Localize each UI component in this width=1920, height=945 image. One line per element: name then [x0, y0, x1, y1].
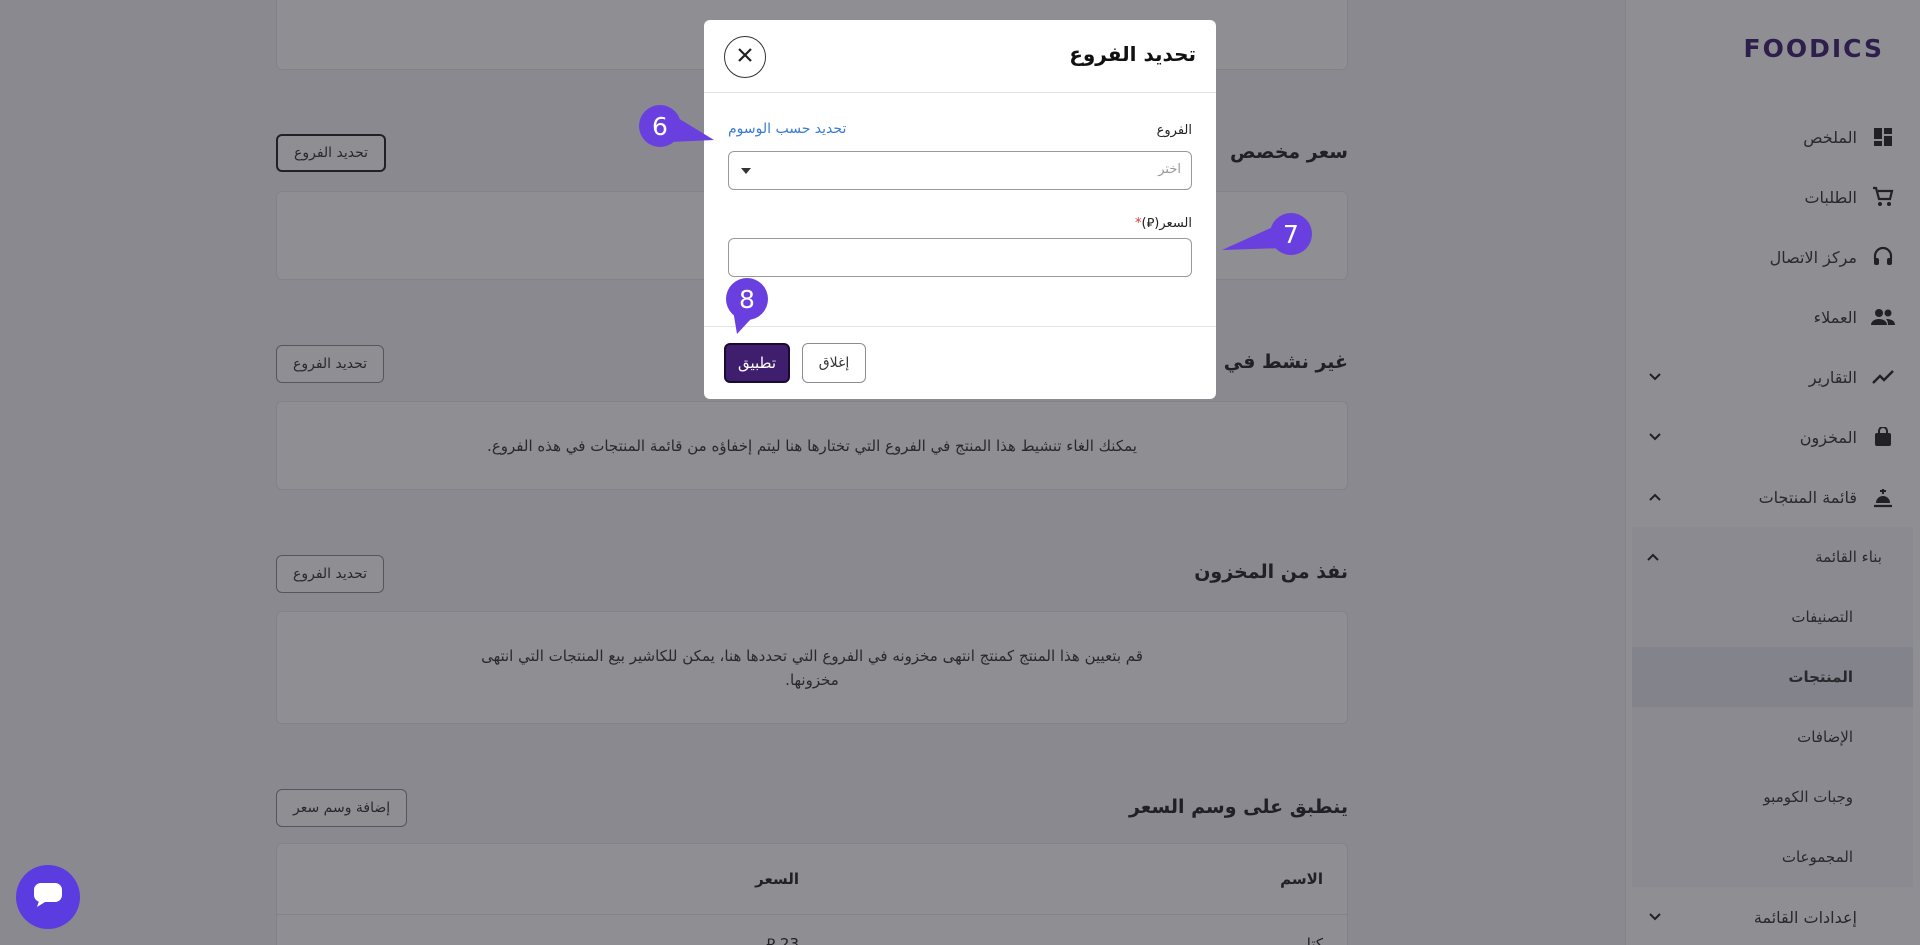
price-input[interactable] [728, 238, 1192, 277]
price-label: السعر(⃁)* [1135, 216, 1192, 231]
chat-bubble-icon [33, 882, 63, 912]
callout-6 [638, 104, 710, 154]
callout-8 [725, 278, 771, 338]
callout-8-number: 8 [739, 285, 755, 314]
modal-footer [704, 326, 1216, 399]
branches-select[interactable] [728, 151, 1192, 190]
select-by-tags-link[interactable]: تحديد حسب الوسوم [728, 121, 847, 137]
select-branches-modal [704, 20, 1216, 399]
modal-header [704, 20, 1216, 93]
modal-title: تحديد الفروع [1069, 42, 1196, 66]
callout-7-number: 7 [1283, 220, 1299, 249]
chat-support-button[interactable] [16, 865, 80, 929]
modal-close-button[interactable] [724, 36, 766, 78]
branches-label: الفروع [1156, 123, 1192, 138]
apply-button[interactable]: تطبيق [724, 343, 790, 383]
close-icon [737, 47, 753, 67]
select-placeholder: اختر [1158, 162, 1181, 177]
callout-7 [1222, 212, 1314, 262]
callout-6-number: 6 [652, 112, 668, 141]
required-mark: * [1135, 216, 1142, 231]
close-button[interactable]: إغلاق [802, 343, 866, 383]
caret-down-icon [741, 168, 751, 174]
